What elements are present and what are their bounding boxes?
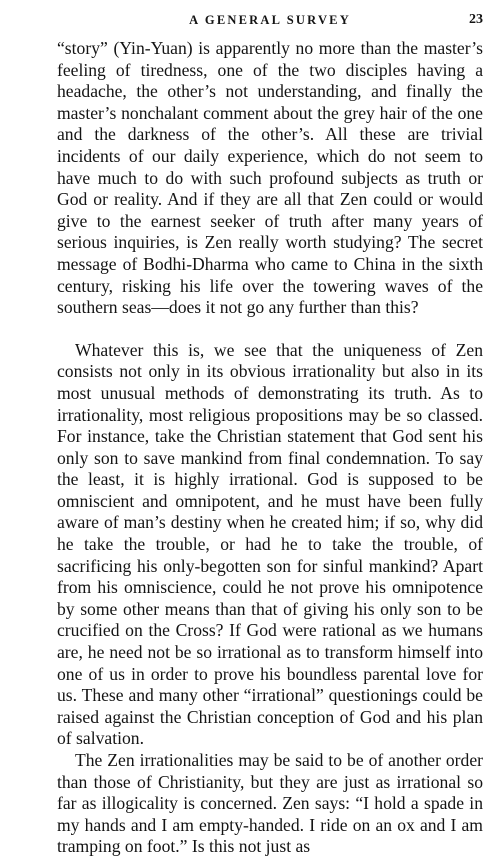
paragraph-zen-irrationalities: The Zen irrationalities may be said to be of another order than those of Christianity, but they are just as irrational so far as illogicality is concerned. Zen says: “I hold a spade in my hands and I am empty-handed. I ride on an ox and I am tramping on foot.” Is this not just as [57, 750, 483, 857]
running-title: A GENERAL SURVEY [189, 13, 351, 27]
running-head [57, 10, 483, 32]
paragraph-uniqueness-of-zen: Whatever this is, we see that the uniqueness of Zen consists not only in its obvious irrationality but also in its most unusual methods of demonstrating its truth. As to irrationality, most religious propositions may be so classed. For instance, take the Christian statement that God sent his only son to save mankind from final condemnation. To say the least, it is highly irrational. God is supposed to be omniscient and omnipotent, and he must have been fully aware of man’s destiny when he created him; if so, why did he take the trouble, or had he to take the trouble, of sacrificing his only-begotten son for sinful mankind? Apart from his omniscience, could he not prove his omnipotence by some other means than that of giving his only son to be crucified on the Cross? If God were rational as we humans are, he need not be so irrational as to transform himself into one of us in order to prove his boundless parental love for us. These and many other “irrational” questionings could be raised against the Christian conception of God and his plan of salvation. [57, 339, 483, 749]
body-text [57, 38, 483, 858]
paragraph-continued: “story” (Yin-Yuan) is apparently no more than the master’s feeling of tiredness, one of the two disciples having a headache, the other’s not understanding, and finally the master’s nonchalant comment about the grey hair of the one and the darkness of the other’s. All these are trivial incidents of our daily experience, which do not seem to have much to do with such profound subjects as truth or God or reality. And if they are all that Zen could or would give to the earnest seeker of truth after many years of serious inquiries, is Zen really worth studying? The secret message of Bodhi-Dharma who came to China in the sixth century, risking his life over the towering waves of the southern seas—does it not go any further than this? [57, 38, 483, 318]
page-number: 23 [469, 12, 483, 27]
